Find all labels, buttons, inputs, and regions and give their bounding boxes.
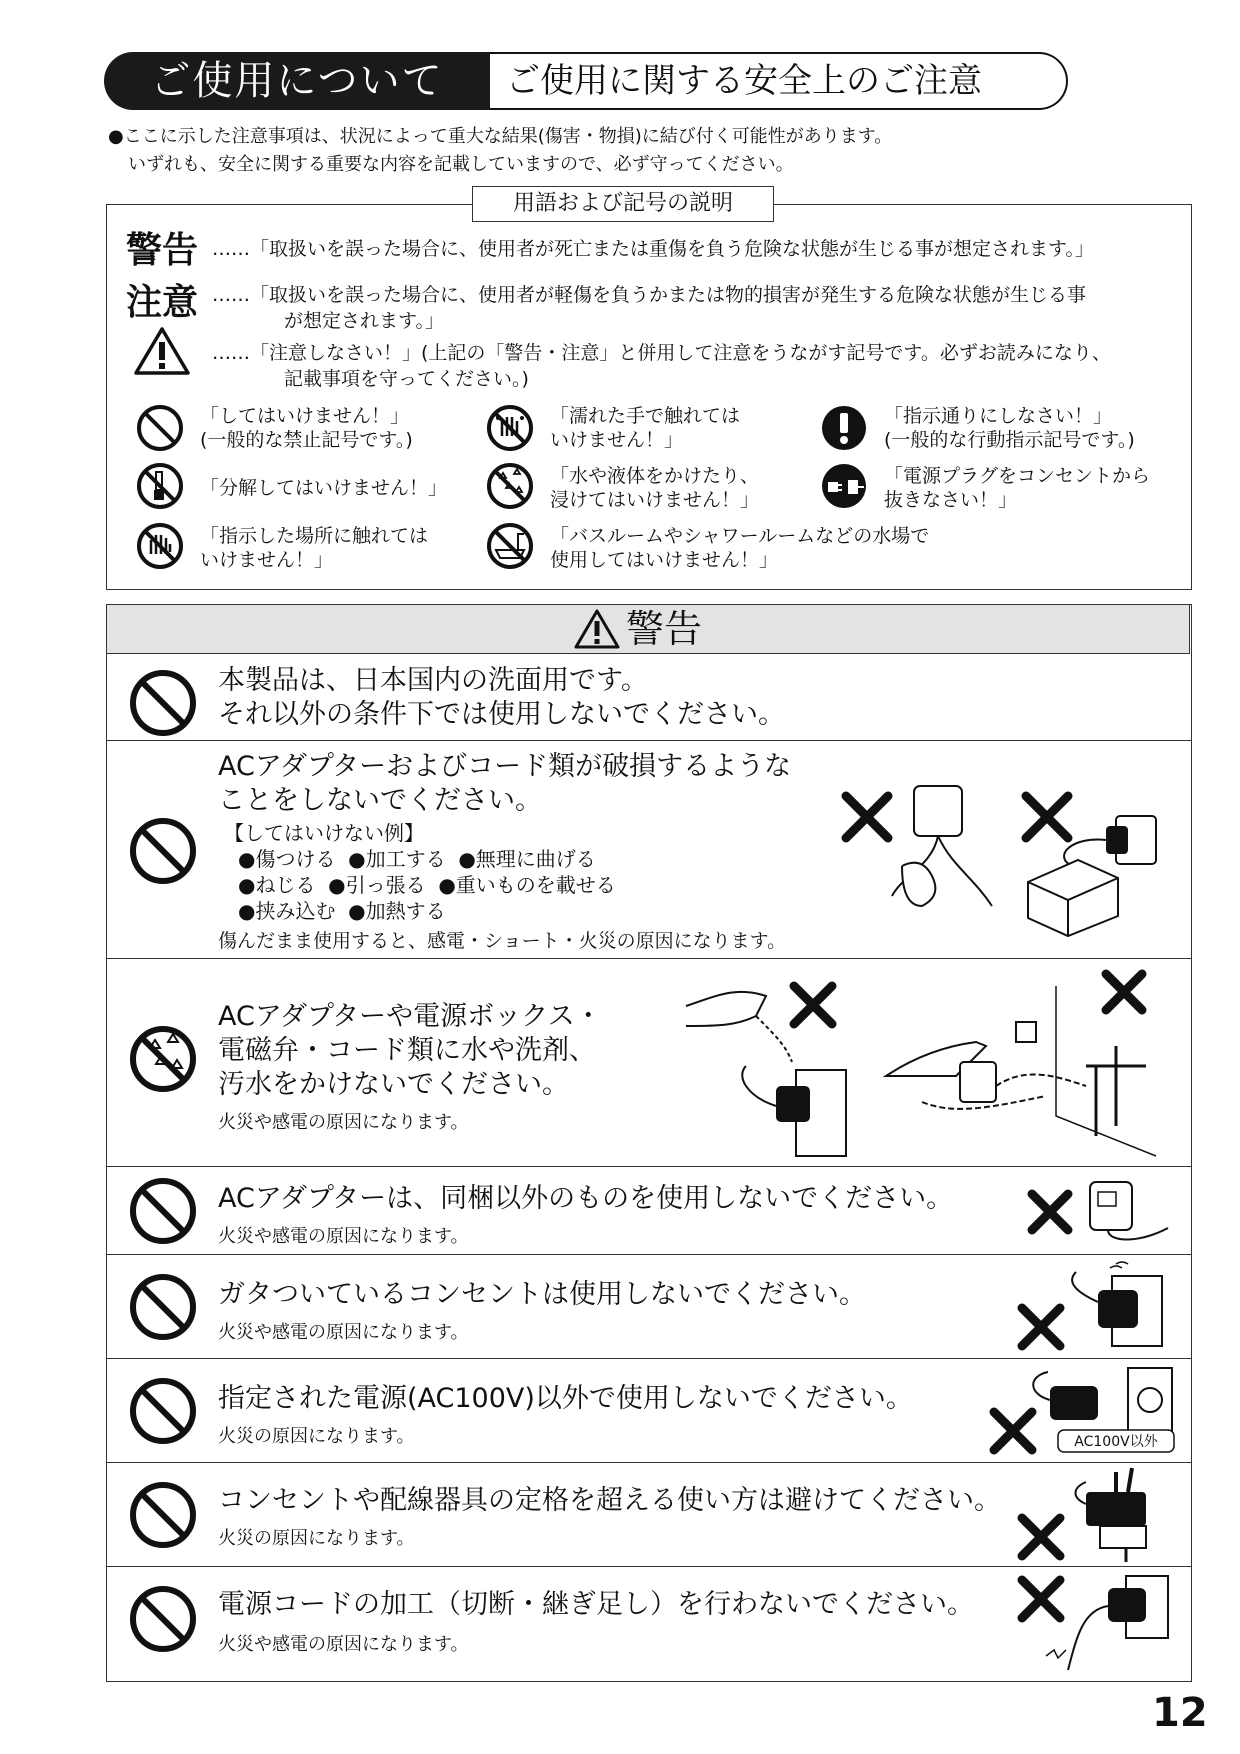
no-water-splash-icon: [128, 1024, 198, 1094]
warning-3-line-2: 電磁弁・コード類に水や洗剤、: [218, 1035, 596, 1066]
warning-2-examples-1: ●傷つける ●加工する ●無理に曲げる: [238, 847, 596, 871]
legend-title: 用語および記号の説明: [472, 186, 774, 222]
section-subtitle: ご使用に関する安全上のご注意: [490, 52, 1068, 110]
mandatory-action-icon: [820, 404, 868, 452]
damaged-cord-illustration: [842, 766, 1172, 936]
symbol-label-3a: 「指示通りにしなさい！」: [884, 405, 1113, 427]
warning-2-examples-3: ●挟み込む ●加熱する: [238, 899, 446, 923]
symbol-label-8a: 「バスルームやシャワールームなどの水場で: [550, 525, 930, 547]
prohibition-icon: [128, 1480, 198, 1550]
warning-6-note: 火災の原因になります。: [218, 1426, 415, 1447]
page-number: 12: [1152, 1690, 1208, 1736]
symbol-label-2a: 「濡れた手で触れては: [550, 405, 741, 427]
row-divider: [106, 740, 1192, 741]
attention-description-2: 記載事項を守ってください。): [284, 368, 529, 390]
symbol-label-3b: (一般的な行動指示記号です。): [884, 429, 1135, 451]
no-water-splash-icon: [486, 462, 534, 510]
symbol-label-5a: 「水や液体をかけたり、: [550, 465, 760, 487]
warning-7-line-1: コンセントや配線器具の定格を超える使い方は避けてください。: [218, 1485, 1001, 1516]
symbol-label-7a: 「指示した場所に触れては: [200, 525, 429, 547]
symbol-label-7b: いけません！」: [200, 549, 334, 571]
no-disassembly-icon: [136, 462, 184, 510]
warning-5-line-1: ガタついているコンセントは使用しないでください。: [218, 1279, 866, 1310]
prohibition-icon: [128, 668, 198, 738]
warning-triangle-icon: [574, 609, 620, 649]
warning-description: ……「取扱いを誤った場合に、使用者が死亡または重傷を負う危険な状態が生じる事が想定されます。」: [212, 238, 1094, 260]
warning-4-line-1: ACアダプターは、同梱以外のものを使用しないでください。: [218, 1183, 954, 1214]
warning-3-line-1: ACアダプターや電源ボックス・: [218, 1001, 602, 1032]
symbol-label-6b: 抜きなさい！」: [884, 489, 1018, 511]
prohibition-icon: [136, 404, 184, 452]
prohibition-icon: [128, 1176, 198, 1246]
wrong-adapter-illustration: [1028, 1178, 1178, 1250]
prohibition-icon: [128, 816, 198, 886]
cut-cord-illustration: [1016, 1570, 1176, 1674]
symbol-label-6a: 「電源プラグをコンセントから: [884, 465, 1151, 487]
row-divider: [106, 1566, 1192, 1567]
warning-term: 警告: [126, 230, 199, 271]
warning-6-line-1: 指定された電源(AC100V)以外で使用しないでください。: [218, 1383, 913, 1414]
caution-description-2: が想定されます。」: [284, 310, 444, 332]
intro-line-2: いずれも、安全に関する重要な内容を記載していますので、必ず守ってください。: [128, 154, 794, 175]
row-divider: [106, 1166, 1192, 1167]
warning-2-line-1: ACアダプターおよびコード類が破損するような: [218, 751, 792, 782]
warning-7-note: 火災の原因になります。: [218, 1528, 415, 1549]
warning-8-line-1: 電源コードの加工（切断・継ぎ足し）を行わないでください。: [218, 1589, 974, 1620]
symbol-label-2b: いけません！」: [550, 429, 684, 451]
wrong-voltage-illustration: [988, 1364, 1178, 1456]
warning-2-examples-2: ●ねじる ●引っ張る ●重いものを載せる: [238, 873, 616, 897]
intro-line-1: ●ここに示した注意事項は、状況によって重大な結果(傷害・物損)に結び付く可能性があります。: [108, 126, 893, 147]
symbol-label-4: 「分解してはいけません！」: [200, 477, 448, 499]
symbol-label-1b: (一般的な禁止記号です。): [200, 429, 413, 451]
attention-description-1: ……「注意しなさい！」(上記の「警告・注意」と併用して注意をうながす記号です。必ずお読みになり、: [212, 342, 1111, 364]
symbol-label-5b: 浸けてはいけません！」: [550, 489, 760, 511]
row-divider: [106, 1462, 1192, 1463]
warning-heading: 警告: [626, 607, 703, 651]
ac100v-tag: AC100V以外: [1074, 1434, 1158, 1450]
warning-4-note: 火災や感電の原因になります。: [218, 1226, 469, 1247]
loose-outlet-illustration: [1016, 1262, 1176, 1354]
no-touch-icon: [136, 522, 184, 570]
prohibition-icon: [128, 1376, 198, 1446]
warning-1-line-1: 本製品は、日本国内の洗面用です。: [218, 665, 648, 696]
no-wet-hands-icon: [486, 404, 534, 452]
warning-3-note: 火災や感電の原因になります。: [218, 1112, 469, 1133]
attention-triangle-icon: [134, 326, 190, 376]
unplug-icon: [820, 462, 868, 510]
no-bathroom-icon: [486, 522, 534, 570]
caution-description-1: ……「取扱いを誤った場合に、使用者が軽傷を負うかまたは物的損害が発生する危険な状態が生じる事: [212, 284, 1087, 306]
section-title: ご使用について: [104, 52, 490, 110]
overloaded-outlet-illustration: [1016, 1468, 1176, 1562]
warning-3-line-3: 汚水をかけないでください。: [218, 1069, 569, 1100]
warning-2-line-2: ことをしないでください。: [218, 785, 542, 816]
water-on-adapter-illustration: [676, 966, 1176, 1162]
warning-5-note: 火災や感電の原因になります。: [218, 1322, 469, 1343]
symbol-label-1a: 「してはいけません！」: [200, 405, 410, 427]
warning-1-line-2: それ以外の条件下では使用しないでください。: [218, 699, 785, 730]
warning-8-note: 火災や感電の原因になります。: [218, 1634, 469, 1655]
row-divider: [106, 1254, 1192, 1255]
prohibition-icon: [128, 1272, 198, 1342]
warning-2-examples-label: 【してはいけない例】: [224, 821, 424, 845]
warning-2-note: 傷んだまま使用すると、感電・ショート・火災の原因になります。: [218, 930, 787, 952]
row-divider: [106, 1358, 1192, 1359]
row-divider: [106, 958, 1192, 959]
symbol-label-8b: 使用してはいけません！」: [550, 549, 779, 571]
prohibition-icon: [128, 1584, 198, 1654]
caution-term: 注意: [126, 282, 199, 323]
